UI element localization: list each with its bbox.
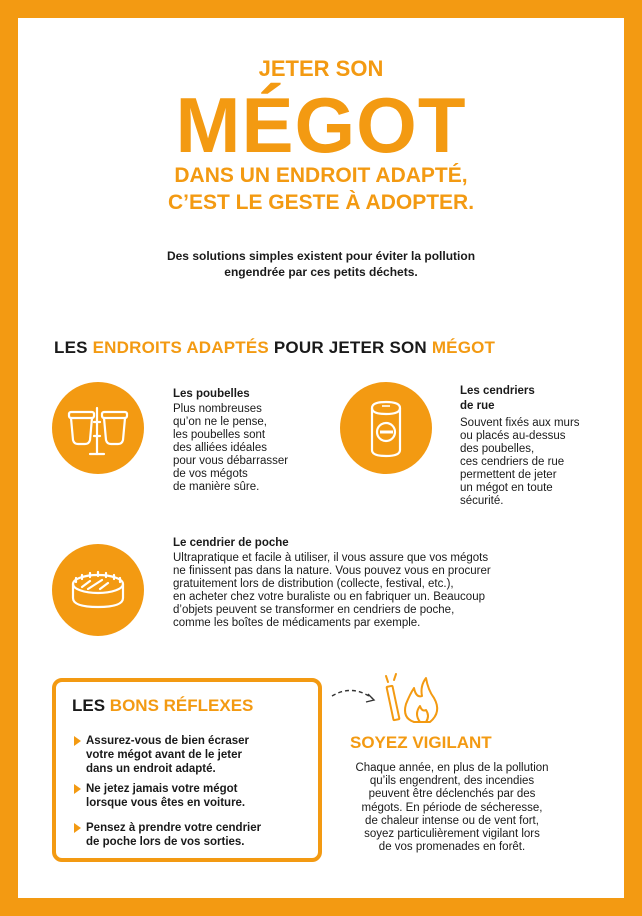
text-line: les poubelles sont xyxy=(173,429,266,441)
reflexes-title-part: BONS RÉFLEXES xyxy=(109,696,254,715)
section-heading xyxy=(54,338,495,358)
reflexes-title xyxy=(72,696,253,716)
text-line: mégots. En période de sécheresse, xyxy=(361,801,543,814)
text-line: gratuitement lors de distribution (collecte, festival, etc.), xyxy=(173,578,454,590)
tip-line: Assurez-vous de bien écraser xyxy=(86,735,249,747)
subtitle-line: DANS UN ENDROIT ADAPTÉ, xyxy=(174,164,468,187)
text-line: de vos promenades en forêt. xyxy=(378,841,526,854)
reflex-tip xyxy=(74,782,326,810)
text-line: soyez particulièrement vigilant lors xyxy=(364,828,540,841)
text-line: Ultrapratique et facile à utiliser, il vous assure que vos mégots xyxy=(173,552,489,564)
reflex-tip xyxy=(74,821,326,849)
item-text xyxy=(173,403,323,494)
item-text xyxy=(173,552,503,630)
text-line: de chaleur intense ou de vent fort, xyxy=(365,814,539,827)
text-line: en acheter chez votre buraliste ou en fabriquer un. Beaucoup xyxy=(173,591,485,603)
text-line: qu’ils engendrent, des incendies xyxy=(369,775,535,788)
dashed-arrow-icon xyxy=(330,682,386,714)
tip-line: Pensez à prendre votre cendrier xyxy=(86,822,262,834)
item-title-line: de rue xyxy=(460,400,495,412)
arrow-bullet-icon xyxy=(74,784,81,794)
tip-line: de poche lors de vos sorties. xyxy=(86,836,245,848)
text-line: permettent de jeter xyxy=(460,469,557,481)
item-title: Les poubelles xyxy=(173,388,250,400)
text-line: ne finissent pas dans la nature. Vous pouvez vous en procurer xyxy=(173,565,491,577)
section-heading-part: POUR JETER SON xyxy=(268,338,432,357)
section-heading-part: LES xyxy=(54,338,93,357)
lead-line: engendrée par ces petits déchets. xyxy=(224,265,418,279)
reflex-tip xyxy=(74,734,326,776)
text-line: ou placés au-dessus xyxy=(460,430,566,442)
section-heading-part: MÉGOT xyxy=(431,338,496,357)
subtitle-line: C’EST LE GESTE À ADOPTER. xyxy=(167,191,475,214)
main-title: MÉGOT xyxy=(175,81,467,169)
text-line: de vos mégots xyxy=(173,468,248,480)
arrow-bullet-icon xyxy=(74,823,81,833)
text-line: d’objets peuvent se transformer en cendriers de poche, xyxy=(173,604,455,616)
cigarette-flame-icon xyxy=(384,668,444,726)
pocket-ashtray-icon xyxy=(52,544,144,636)
text-line: Plus nombreuses xyxy=(173,403,262,415)
item-text xyxy=(460,417,600,508)
text-line: Chaque année, en plus de la pollution xyxy=(355,762,549,774)
tip-line: lorsque vous êtes en voiture. xyxy=(86,797,246,809)
trash-bins-icon xyxy=(52,382,144,474)
text-line: un mégot en toute xyxy=(460,482,553,494)
vigilant-title: SOYEZ VIGILANT xyxy=(350,733,492,752)
lead-line: Des solutions simples existent pour éviter la pollution xyxy=(166,249,476,263)
street-ashtray-icon xyxy=(340,382,432,474)
arrow-bullet-icon xyxy=(74,736,81,746)
tip-line: dans un endroit adapté. xyxy=(86,763,216,775)
text-line: sécurité. xyxy=(460,495,504,507)
tip-line: Ne jetez jamais votre mégot xyxy=(86,783,238,795)
vigilant-text xyxy=(337,762,567,854)
reflexes-title-part: LES xyxy=(72,696,110,715)
tip-line: votre mégot avant de le jeter xyxy=(86,749,242,761)
intro-title: JETER SON xyxy=(258,56,384,81)
text-line: ces cendriers de rue xyxy=(460,456,565,468)
text-line: de manière sûre. xyxy=(173,481,260,493)
section-heading-part: ENDROITS ADAPTÉS xyxy=(92,338,269,357)
text-line: Souvent fixés aux murs xyxy=(460,417,580,429)
text-line: des alliées idéales xyxy=(173,442,267,454)
item-title-line: Les cendriers xyxy=(460,385,535,397)
subtitle xyxy=(0,162,642,216)
item-title xyxy=(460,384,535,414)
item-title: Le cendrier de poche xyxy=(173,537,289,549)
text-line: peuvent être déclenchés par des xyxy=(368,788,536,801)
text-line: comme les boîtes de médicaments par exemple. xyxy=(173,617,421,629)
reflexes-box xyxy=(52,678,322,862)
text-line: qu’on ne le pense, xyxy=(173,416,267,428)
text-line: pour vous débarrasser xyxy=(173,455,289,467)
lead-text xyxy=(0,248,642,280)
text-line: des poubelles, xyxy=(460,443,535,455)
